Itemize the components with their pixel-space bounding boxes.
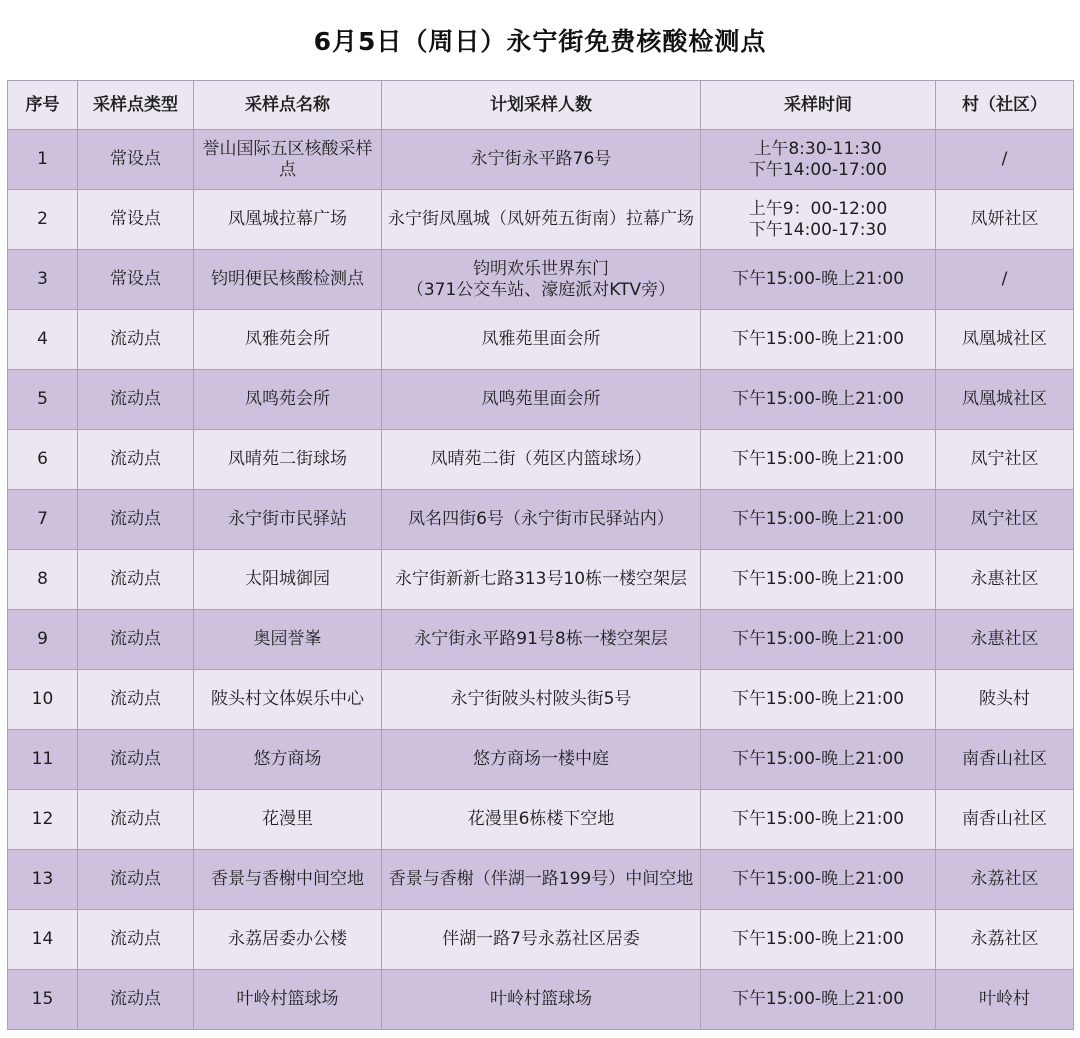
table-row bbox=[8, 850, 1074, 910]
table-row bbox=[8, 730, 1074, 790]
cell-no: 9 bbox=[8, 610, 78, 670]
cell-time-line: 下午15:00-晚上21:00 bbox=[731, 569, 905, 589]
cell-name: 叶岭村篮球场 bbox=[194, 970, 382, 1030]
cell-time bbox=[701, 490, 936, 550]
cell-type: 流动点 bbox=[78, 790, 194, 850]
cell-no: 8 bbox=[8, 550, 78, 610]
cell-no: 14 bbox=[8, 910, 78, 970]
cell-address: 凤鸣苑里面会所 bbox=[382, 370, 701, 430]
cell-address: 永宁街永平路76号 bbox=[382, 130, 701, 190]
cell-name: 钧明便民核酸检测点 bbox=[194, 250, 382, 310]
cell-community: / bbox=[936, 250, 1074, 310]
cell-time-line: 上午9：00-12:00 bbox=[748, 198, 888, 219]
cell-name: 永宁街市民驿站 bbox=[194, 490, 382, 550]
cell-time bbox=[701, 610, 936, 670]
cell-time bbox=[701, 730, 936, 790]
cell-address: 香景与香榭（伴湖一路199号）中间空地 bbox=[382, 850, 701, 910]
table-row bbox=[8, 550, 1074, 610]
cell-address: 花漫里6栋楼下空地 bbox=[382, 790, 701, 850]
cell-community: 凤凰城社区 bbox=[936, 310, 1074, 370]
table-body bbox=[8, 130, 1074, 1030]
table-row bbox=[8, 250, 1074, 310]
cell-no: 1 bbox=[8, 130, 78, 190]
cell-community: 南香山社区 bbox=[936, 790, 1074, 850]
cell-time-line: 上午8:30-11:30 bbox=[754, 138, 882, 159]
cell-time-line: 下午15:00-晚上21:00 bbox=[731, 989, 905, 1009]
cell-name: 凤晴苑二街球场 bbox=[194, 430, 382, 490]
cell-time bbox=[701, 850, 936, 910]
header-address: 计划采样人数 bbox=[382, 81, 701, 130]
cell-no: 7 bbox=[8, 490, 78, 550]
cell-type: 常设点 bbox=[78, 190, 194, 250]
header-no: 序号 bbox=[8, 81, 78, 130]
cell-time bbox=[701, 370, 936, 430]
cell-community: 凤妍社区 bbox=[936, 190, 1074, 250]
cell-no: 6 bbox=[8, 430, 78, 490]
cell-type: 流动点 bbox=[78, 610, 194, 670]
table-row bbox=[8, 790, 1074, 850]
testing-sites-table-container bbox=[7, 80, 1073, 1030]
cell-address-line: 钧明欢乐世界东门 bbox=[473, 258, 609, 279]
cell-time bbox=[701, 790, 936, 850]
table-row bbox=[8, 190, 1074, 250]
cell-no: 2 bbox=[8, 190, 78, 250]
cell-community: 凤宁社区 bbox=[936, 430, 1074, 490]
cell-time bbox=[701, 910, 936, 970]
table-row bbox=[8, 310, 1074, 370]
cell-type: 流动点 bbox=[78, 910, 194, 970]
cell-no: 11 bbox=[8, 730, 78, 790]
cell-no: 4 bbox=[8, 310, 78, 370]
cell-address: 凤晴苑二街（苑区内篮球场） bbox=[382, 430, 701, 490]
cell-time-line: 下午15:00-晚上21:00 bbox=[731, 869, 905, 889]
header-community: 村（社区） bbox=[936, 81, 1074, 130]
page-title: 6月5日（周日）永宁街免费核酸检测点 bbox=[313, 27, 767, 56]
cell-time-line: 下午15:00-晚上21:00 bbox=[731, 749, 905, 769]
cell-name: 悠方商场 bbox=[194, 730, 382, 790]
cell-community: 永荔社区 bbox=[936, 850, 1074, 910]
cell-address: 伴湖一路7号永荔社区居委 bbox=[382, 910, 701, 970]
cell-name: 凤凰城拉幕广场 bbox=[194, 190, 382, 250]
cell-name: 永荔居委办公楼 bbox=[194, 910, 382, 970]
cell-community: 凤宁社区 bbox=[936, 490, 1074, 550]
cell-address: 叶岭村篮球场 bbox=[382, 970, 701, 1030]
cell-community: 南香山社区 bbox=[936, 730, 1074, 790]
table-row bbox=[8, 370, 1074, 430]
cell-type: 流动点 bbox=[78, 490, 194, 550]
cell-time bbox=[701, 550, 936, 610]
cell-type: 流动点 bbox=[78, 970, 194, 1030]
cell-community: / bbox=[936, 130, 1074, 190]
cell-address: 凤雅苑里面会所 bbox=[382, 310, 701, 370]
cell-address: 永宁街陂头村陂头街5号 bbox=[382, 670, 701, 730]
cell-time-line: 下午14:00-17:00 bbox=[748, 159, 888, 180]
cell-time bbox=[701, 970, 936, 1030]
table-row bbox=[8, 130, 1074, 190]
cell-type: 流动点 bbox=[78, 550, 194, 610]
table-row bbox=[8, 430, 1074, 490]
cell-time-line: 下午15:00-晚上21:00 bbox=[731, 929, 905, 949]
cell-time bbox=[701, 250, 936, 310]
cell-name: 凤雅苑会所 bbox=[194, 310, 382, 370]
cell-no: 15 bbox=[8, 970, 78, 1030]
cell-address-line: （371公交车站、濠庭派对KTV旁） bbox=[406, 279, 676, 300]
cell-time-line: 下午15:00-晚上21:00 bbox=[731, 389, 905, 409]
cell-community: 陂头村 bbox=[936, 670, 1074, 730]
cell-type: 流动点 bbox=[78, 370, 194, 430]
cell-address: 永宁街新新七路313号10栋一楼空架层 bbox=[382, 550, 701, 610]
cell-time-line: 下午15:00-晚上21:00 bbox=[731, 329, 905, 349]
cell-address: 永宁街永平路91号8栋一楼空架层 bbox=[382, 610, 701, 670]
cell-time bbox=[701, 310, 936, 370]
cell-time bbox=[701, 430, 936, 490]
cell-time-line: 下午15:00-晚上21:00 bbox=[731, 509, 905, 529]
cell-time bbox=[701, 130, 936, 190]
table-row bbox=[8, 910, 1074, 970]
cell-time-line: 下午15:00-晚上21:00 bbox=[731, 629, 905, 649]
header-type: 采样点类型 bbox=[78, 81, 194, 130]
cell-time-line: 下午15:00-晚上21:00 bbox=[731, 689, 905, 709]
cell-no: 12 bbox=[8, 790, 78, 850]
table-row bbox=[8, 670, 1074, 730]
cell-type: 流动点 bbox=[78, 850, 194, 910]
cell-name: 陂头村文体娱乐中心 bbox=[194, 670, 382, 730]
cell-name: 凤鸣苑会所 bbox=[194, 370, 382, 430]
cell-time-line: 下午15:00-晚上21:00 bbox=[731, 269, 905, 289]
cell-name: 香景与香榭中间空地 bbox=[194, 850, 382, 910]
table-row bbox=[8, 610, 1074, 670]
cell-no: 13 bbox=[8, 850, 78, 910]
testing-sites-table bbox=[7, 80, 1074, 1030]
cell-community: 叶岭村 bbox=[936, 970, 1074, 1030]
cell-time-line: 下午15:00-晚上21:00 bbox=[731, 809, 905, 829]
cell-time bbox=[701, 190, 936, 250]
header-name: 采样点名称 bbox=[194, 81, 382, 130]
cell-address: 永宁街凤凰城（凤妍苑五街南）拉幕广场 bbox=[382, 190, 701, 250]
cell-community: 永惠社区 bbox=[936, 610, 1074, 670]
header-time: 采样时间 bbox=[701, 81, 936, 130]
cell-no: 10 bbox=[8, 670, 78, 730]
cell-address: 悠方商场一楼中庭 bbox=[382, 730, 701, 790]
cell-time-line: 下午15:00-晚上21:00 bbox=[731, 449, 905, 469]
cell-name: 花漫里 bbox=[194, 790, 382, 850]
cell-no: 5 bbox=[8, 370, 78, 430]
cell-community: 永荔社区 bbox=[936, 910, 1074, 970]
table-row bbox=[8, 490, 1074, 550]
table-row bbox=[8, 970, 1074, 1030]
cell-community: 凤凰城社区 bbox=[936, 370, 1074, 430]
cell-address: 凤名四街6号（永宁街市民驿站内） bbox=[382, 490, 701, 550]
cell-time bbox=[701, 670, 936, 730]
cell-no: 3 bbox=[8, 250, 78, 310]
cell-type: 常设点 bbox=[78, 130, 194, 190]
table-header-row bbox=[8, 81, 1074, 130]
cell-type: 流动点 bbox=[78, 670, 194, 730]
cell-type: 流动点 bbox=[78, 430, 194, 490]
cell-community: 永惠社区 bbox=[936, 550, 1074, 610]
cell-name: 太阳城御园 bbox=[194, 550, 382, 610]
cell-time-line: 下午14:00-17:30 bbox=[748, 219, 888, 240]
cell-address bbox=[382, 250, 701, 310]
cell-type: 流动点 bbox=[78, 730, 194, 790]
cell-name: 奥园誉峯 bbox=[194, 610, 382, 670]
cell-type: 流动点 bbox=[78, 310, 194, 370]
cell-name: 誉山国际五区核酸采样点 bbox=[194, 130, 382, 190]
cell-type: 常设点 bbox=[78, 250, 194, 310]
